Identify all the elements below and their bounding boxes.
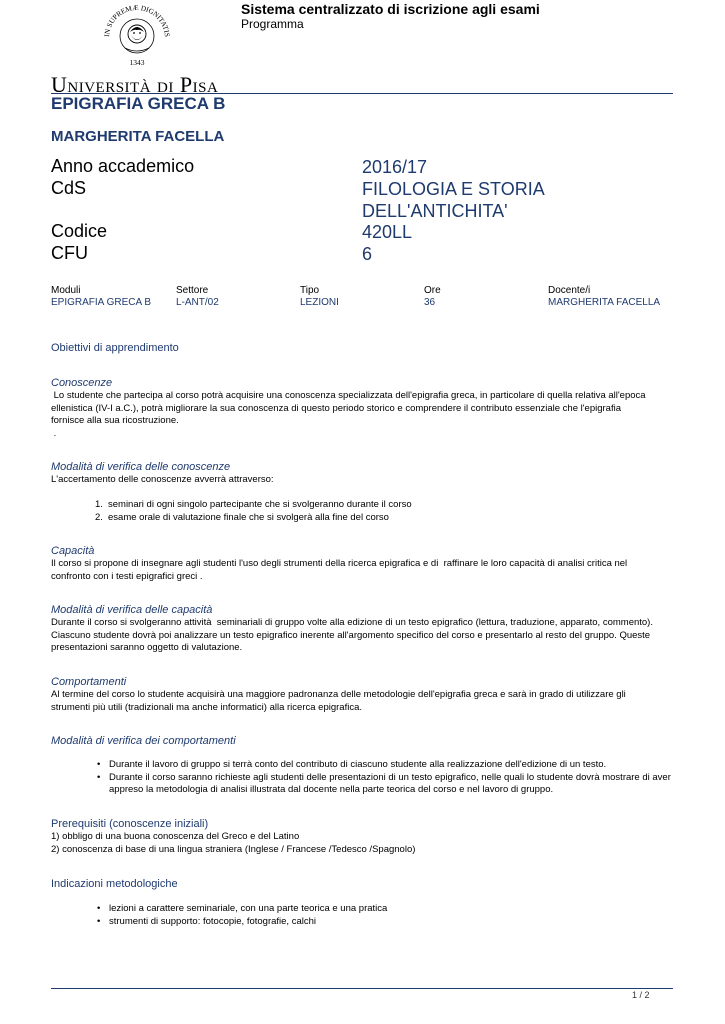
modules-header-moduli: Moduli bbox=[51, 285, 81, 296]
prerequisiti-text: 1) obbligo di una buona conoscenza del Greco e del Latino 2) conoscenza di base di una lingua straniera (Inglese / Francese /Tedesco /Spagnolo) bbox=[51, 831, 416, 855]
info-value-cds: FILOLOGIA E STORIA DELL'ANTICHITA' bbox=[362, 179, 544, 221]
verifica-capacita-text: Durante il corso si svolgeranno attività seminariali di gruppo volte alla edizione di un testo epigrafico (lettura, traduzione, apparato, commento). Ciascuno studente dovrà poi analizzare un testo epigrafico inerente all'argomento specifico del corso e presentarlo al resto del gruppo. Queste presentazioni saranno oggetto di valutazione. bbox=[51, 617, 653, 653]
list-item: • Durante il lavoro di gruppo si terrà conto del contributo di ciascuno studente alla realizzazione dell'edizione di un testo. bbox=[96, 759, 676, 772]
system-title: Sistema centralizzato di iscrizione agli esami bbox=[241, 1, 540, 17]
seal-inscription: IN SUPREMÆ DIGNITATIS bbox=[103, 3, 172, 38]
verifica-conoscenze-list bbox=[95, 499, 412, 524]
comportamenti-text: Al termine del corso lo studente acquisirà una maggiore padronanza delle metodologie dell'epigrafia greca e sarà in grado di utilizzare gli strumenti più utili (tradizionali ma anche informatici) alla ricerca epigrafica. bbox=[51, 689, 626, 713]
course-title: EPIGRAFIA GRECA B bbox=[51, 94, 226, 113]
verifica-capacita-heading: Modalità di verifica delle capacità bbox=[51, 604, 213, 616]
comportamenti-heading: Comportamenti bbox=[51, 676, 127, 688]
capacita-text: Il corso si propone di insegnare agli studenti l'uso degli strumenti della ricerca epigrafica e di raffinare le loro capacità di analisi critica nel confronto con i testi epigrafici greci . bbox=[51, 558, 628, 582]
modules-header-docente: Docente/i bbox=[548, 285, 591, 296]
list-item: • lezioni a carattere seminariale, con una parte teorica e una pratica bbox=[96, 903, 676, 916]
modules-cell-settore: L-ANT/02 bbox=[176, 297, 219, 308]
page-number: 1 / 2 bbox=[632, 990, 650, 1000]
list-item: • Durante il corso saranno richieste agli studenti delle presentazioni di un testo epigrafico, nelle quali lo studente dovrà mostrare di aver appreso la metodologia di analisi illustrata dal docente nella parte teorica del corso e nel lavoro di gruppo. bbox=[96, 772, 676, 797]
list-item: 1. seminari di ogni singolo partecipante che si svolgeranno durante il corso bbox=[95, 499, 412, 510]
verifica-conoscenze-intro: L'accertamento delle conoscenze avverrà attraverso: bbox=[51, 474, 274, 485]
teacher-name: MARGHERITA FACELLA bbox=[51, 128, 225, 145]
info-value-cfu: 6 bbox=[362, 244, 373, 264]
indicazioni-heading: Indicazioni metodologiche bbox=[51, 878, 178, 890]
info-label-cfu: CFU bbox=[51, 243, 88, 263]
objectives-heading: Obiettivi di apprendimento bbox=[51, 342, 179, 354]
verifica-comportamenti-list bbox=[96, 759, 676, 797]
info-value-codice: 420LL bbox=[362, 222, 413, 242]
prerequisiti-heading: Prerequisiti (conoscenze iniziali) bbox=[51, 818, 209, 830]
modules-cell-docente: MARGHERITA FACELLA bbox=[548, 297, 661, 308]
footer-divider bbox=[51, 988, 673, 989]
modules-cell-moduli: EPIGRAFIA GRECA B bbox=[51, 297, 152, 308]
modules-header-tipo: Tipo bbox=[300, 285, 320, 296]
capacita-heading: Capacità bbox=[51, 545, 95, 557]
info-value-anno: 2016/17 bbox=[362, 157, 428, 177]
university-seal bbox=[100, 2, 174, 68]
info-label-codice: Codice bbox=[51, 221, 108, 241]
list-item: • strumenti di supporto: fotocopie, fotografie, calchi bbox=[96, 916, 676, 929]
seal-year: 1343 bbox=[129, 58, 145, 67]
verifica-comportamenti-heading: Modalità di verifica dei comportamenti bbox=[51, 735, 236, 747]
list-item: 2. esame orale di valutazione finale che si svolgerà alla fine del corso bbox=[95, 511, 389, 523]
conoscenze-heading: Conoscenze bbox=[51, 377, 113, 389]
info-label-cds: CdS bbox=[51, 178, 87, 198]
system-subtitle: Programma bbox=[241, 17, 304, 31]
modules-cell-tipo: LEZIONI bbox=[300, 297, 339, 308]
modules-cell-ore: 36 bbox=[424, 297, 436, 308]
info-label-anno: Anno accademico bbox=[51, 156, 195, 176]
modules-header-ore: Ore bbox=[424, 285, 441, 296]
indicazioni-list bbox=[96, 903, 676, 928]
verifica-conoscenze-heading: Modalità di verifica delle conoscenze bbox=[51, 461, 231, 473]
conoscenze-text: Lo studente che partecipa al corso potrà acquisire una conoscenza specializzata dell'epigrafia greca, in particolare di quella relativa all'epoca ellenistica (IV-I a.C.), potrà migliorare la sua conoscenza di questo periodo storico e comprendere il contributo essenziale che l'epigrafia fornisce alla sua ricostruzione. . bbox=[51, 390, 646, 439]
modules-header-settore: Settore bbox=[176, 285, 209, 296]
university-name: Università di Pisa bbox=[51, 72, 219, 97]
